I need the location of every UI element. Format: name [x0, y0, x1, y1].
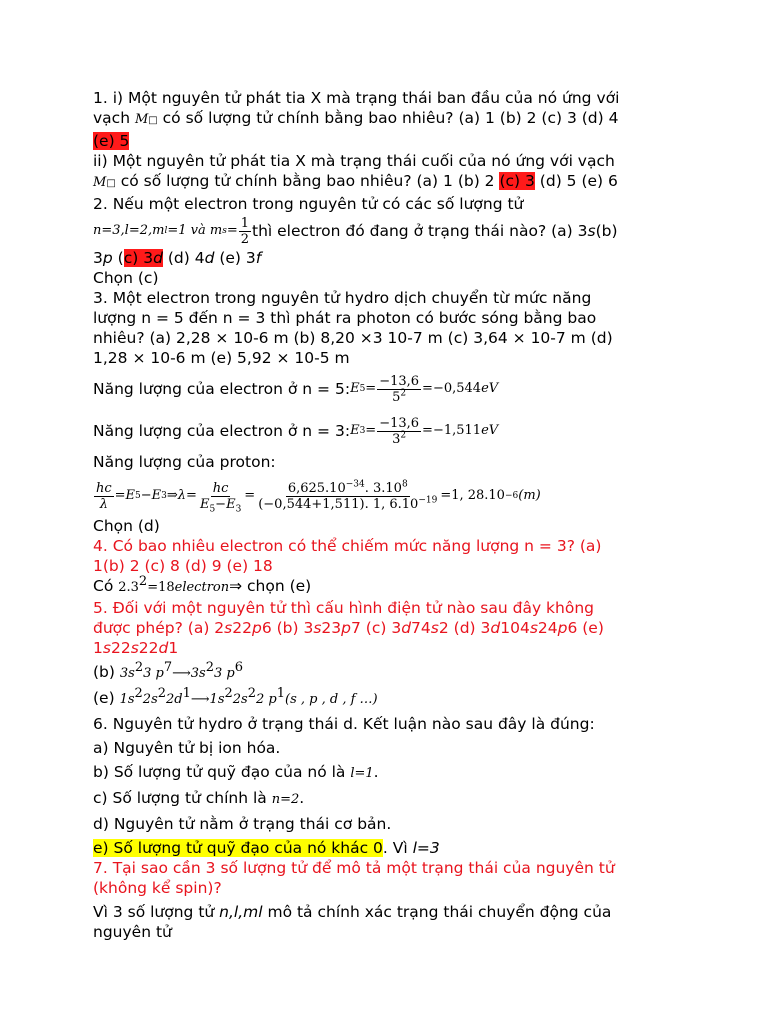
q5-line3: 1s22s22d1: [93, 639, 179, 657]
q1-ii-line2: M□ có số lượng tử chính bằng bao nhiêu? (a) 1 (b) 2 (c) 3 (d) 5 (e) 6: [93, 172, 618, 190]
q4-line2: 1(b) 2 (c) 8 (d) 9 (e) 18: [93, 557, 273, 575]
q3-e5: Năng lượng của electron ở n = 5: E 5 = $\frac{-13,6}{5^2}$ =−0,544 eV: [93, 373, 499, 405]
q3-photon-label: Năng lượng của proton:: [93, 453, 276, 471]
q7-line2: (không kể spin)?: [93, 879, 222, 897]
document-body: [93, 88, 675, 942]
q3-line2: lượng n = 5 đến n = 3 thì phát ra photon có bước sóng bằng bao: [93, 309, 597, 327]
q4-line1: 4. Có bao nhiêu electron có thể chiếm mức năng lượng n = 3? (a): [93, 537, 602, 555]
q1-ii-line1: ii) Một nguyên tử phát tia X mà trạng thái cuối của nó ứng với vạch: [93, 152, 615, 170]
q3-line1: 3. Một electron trong nguyên tử hydro dịch chuyển từ mức năng: [93, 289, 592, 307]
q4-answer: Có $2.3^2=18electron\Rightarrow$ chọn (e): [93, 573, 312, 595]
q6-option-a: a) Nguyên tử bị ion hóa.: [93, 739, 281, 757]
highlight-answer: e) Số lượng tử quỹ đạo của nó khác 0: [93, 839, 383, 857]
q3-line3: nhiêu? (a) 2,28 × 10-6 m (b) 8,20 ×3 10-7 m (c) 3,64 × 10-7 m (d): [93, 329, 613, 347]
q7-line1: 7. Tại sao cần 3 số lượng tử để mô tả một trạng thái của nguyên tử: [93, 859, 615, 877]
q6-option-c: c) Số lượng tử chính là n=2.: [93, 789, 305, 807]
q5-answer-e: (e) $1s^22s^22d^1⟶1s^22s^22$ $p^1(s$ , p , d , f …): [93, 685, 378, 707]
q3-wavelength-formula: $\frac{hc}{\lambda}$ =E 5 −E 3 ⇒λ= $\frac{hc}{E_5-E_3}$ = $\frac{6,625.10^{-34}. 3.10^8}{(-0,544+1,511). 1, 6.10^{-19}}$ =1, 28.10 −6 (m): [96, 479, 541, 515]
q3-line4: 1,28 × 10-6 m (e) 5,92 × 10-5 m: [93, 349, 350, 367]
q7-answer-line2: nguyên tử: [93, 923, 172, 941]
q1-line1: 1. i) Một nguyên tử phát tia X mà trạng thái ban đầu của nó ứng với: [93, 89, 620, 107]
highlight-answer: c) 3d: [123, 249, 163, 267]
q5-line2: được phép? (a) 2s22p6 (b) 3s23p7 (c) 3d74s2 (d) 3d104s24p6 (e): [93, 619, 604, 637]
q2-choose: Chọn (c): [93, 269, 159, 287]
q1-answer-i: [93, 131, 675, 151]
q3-e3: Năng lượng của electron ở n = 3: E 3 = $\frac{-13,6}{3^2}$ =−1,511 eV: [93, 415, 499, 447]
q7-answer-line1: Vì 3 số lượng tử n,l,ml mô tả chính xác trạng thái chuyển động của: [93, 903, 612, 921]
fraction-half: $\frac{1}{2}$: [240, 215, 250, 247]
q6-option-b: b) Số lượng tử quỹ đạo của nó là l=1.: [93, 763, 379, 781]
highlight-answer: (e) 5: [93, 132, 130, 150]
highlight-answer: (c) 3: [499, 172, 535, 190]
q5-answer-b: (b) $3s^23$ $p^7⟶3s^23$ $p^6$: [93, 659, 244, 681]
q1-line2: vạch M□ có số lượng tử chính bằng bao nhiêu? (a) 1 (b) 2 (c) 3 (d) 4: [93, 109, 619, 127]
q2-line1: 2. Nếu một electron trong nguyên tử có các số lượng tử: [93, 195, 524, 213]
q6-option-e: e) Số lượng tử quỹ đạo của nó khác 0. Vì l=3: [93, 839, 440, 857]
q6-option-d: d) Nguyên tử nằm ở trạng thái cơ bản.: [93, 815, 392, 833]
q2-line2: n=3,l=2,m l =1 và m s = $\frac{1}{2}$ thì electron đó đang ở trạng thái nào? (a) 3 s (b): [93, 215, 618, 247]
q2-line3: 3p (c) 3d (d) 4d (e) 3f: [93, 249, 262, 267]
q3-choose: Chọn (d): [93, 517, 160, 535]
q6-line1: 6. Nguyên tử hydro ở trạng thái d. Kết luận nào sau đây là đúng:: [93, 715, 595, 733]
q5-line1: 5. Đối với một nguyên tử thì cấu hình điện tử nào sau đây không: [93, 599, 595, 617]
